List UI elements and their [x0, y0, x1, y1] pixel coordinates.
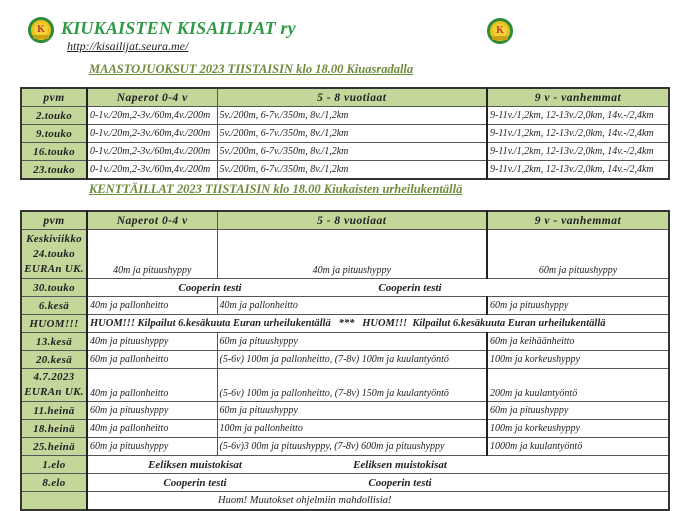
col-header-9plus: 9 v - vanhemmat: [487, 88, 669, 107]
table-row-4-7: [21, 369, 669, 402]
cell-naperot: 40m ja pallonheitto: [87, 297, 217, 315]
cell-5-8: 40m ja pituushyppy: [217, 230, 487, 279]
cell-naperot: 0-1v./20m,2-3v./60m,4v./200m: [87, 125, 217, 143]
table-row: [21, 161, 669, 180]
date-line-1: Keskiviikko: [26, 232, 82, 245]
table-row: [21, 438, 669, 456]
row-date: 1.elo: [21, 456, 87, 474]
club-logo-right-icon: [487, 18, 513, 44]
changes-note: Huom! Muutokset ohjelmiin mahdollisia!: [87, 492, 669, 511]
cell-9plus: 60m ja keihäänheitto: [487, 333, 669, 351]
col-header-naperot: Naperot 0-4 v: [87, 211, 217, 230]
club-title: KIUKAISTEN KISAILIJAT ry: [61, 18, 296, 38]
row-date: 16.touko: [21, 143, 87, 161]
cell-5-8: 60m ja pituushyppy: [217, 402, 487, 420]
row-date: 11.heinä: [21, 402, 87, 420]
event-left: Cooperin testi: [163, 476, 227, 489]
cell-naperot: 0-1v./20m,2-3v./60m,4v./200m: [87, 143, 217, 161]
cell-5-8: 5v./200m, 6-7v./350m, 8v./1,2km: [217, 161, 487, 180]
table-row: [21, 125, 669, 143]
cell-5-8: 5v./200m, 6-7v./350m, 8v./1,2km: [217, 107, 487, 125]
table-row: [21, 297, 669, 315]
cell-naperot: 40m ja pallonheitto: [87, 369, 217, 402]
cell-5-8: 5v./200m, 6-7v./350m, 8v./1,2km: [217, 125, 487, 143]
cell-naperot: 60m ja pituushyppy: [87, 402, 217, 420]
row-date: [21, 369, 87, 402]
table-row: [21, 143, 669, 161]
table-row-huom: [21, 315, 669, 333]
cell-9plus: 1000m ja kuulantyöntö: [487, 438, 669, 456]
col-header-9plus: 9 v - vanhemmat: [487, 211, 669, 230]
row-date: 2.touko: [21, 107, 87, 125]
table-row-24touko: [21, 230, 669, 279]
table-row-30touko: [21, 279, 669, 297]
cell-9plus: 9-11v./1,2km, 12-13v./2,0km, 14v.-/2,4km: [487, 161, 669, 180]
cell-naperot: 0-1v./20m,2-3v./60m,4v./200m: [87, 107, 217, 125]
row-date: 25.heinä: [21, 438, 87, 456]
cell-9plus: 200m ja kuulantyöntö: [487, 369, 669, 402]
cell-9plus: 60m ja pituushyppy: [487, 230, 669, 279]
cell-9plus: 100m ja korkeushyppy: [487, 351, 669, 369]
cell-9plus: 100m ja korkeushyppy: [487, 420, 669, 438]
table-row: [21, 333, 669, 351]
row-date: [21, 492, 87, 511]
cell-5-8: (5-6v)3 00m ja pituushyppy, (7-8v) 600m ja pituushyppy: [217, 438, 487, 456]
cell-naperot: 0-1v./20m,2-3v./60m,4v./200m: [87, 161, 217, 180]
row-date: 18.heinä: [21, 420, 87, 438]
col-header-5-8: 5 - 8 vuotiaat: [217, 211, 487, 230]
cell-9plus: 9-11v./1,2km, 12-13v./2,0km, 14v.-/2,4km: [487, 107, 669, 125]
col-header-naperot: Naperot 0-4 v: [87, 88, 217, 107]
row-date: 13.kesä: [21, 333, 87, 351]
club-logo-icon: [28, 17, 54, 43]
event-right: Cooperin testi: [368, 476, 432, 489]
table-row-note: [21, 492, 669, 511]
table-row: [21, 351, 669, 369]
date-line-1: 4.7.2023: [33, 371, 75, 383]
col-header-pvm: pvm: [21, 211, 87, 230]
row-date: 8.elo: [21, 474, 87, 492]
cell-5-8: 100m ja pallonheitto: [217, 420, 487, 438]
date-line-3: EURAn UK.: [24, 262, 84, 275]
kenttaillat-title: KENTTÄILLAT 2023 TIISTAISIN klo 18.00 Kiukaisten urheilukentällä: [89, 182, 463, 196]
cell-9plus: 60m ja pituushyppy: [487, 297, 669, 315]
cell-naperot: 40m ja pituushyppy: [87, 230, 217, 279]
row-date: 20.kesä: [21, 351, 87, 369]
row-date: [21, 230, 87, 279]
logo-letter: K: [34, 23, 48, 37]
huom-notice: HUOM!!! Kilpailut 6.kesäkuuta Euran urheilukentällä *** HUOM!!! Kilpailut 6.kesäkuuta Euran urheilukentällä: [87, 315, 669, 333]
table-header-row: [21, 211, 669, 230]
table-row: [21, 402, 669, 420]
cell-naperot: 60m ja pallonheitto: [87, 351, 217, 369]
cell-9plus: 60m ja pituushyppy: [487, 402, 669, 420]
cell-naperot: 40m ja pallonheitto: [87, 420, 217, 438]
table-header-row: [21, 88, 669, 107]
kenttaillat-table: [20, 210, 670, 511]
date-line-2: EURAn UK.: [24, 386, 84, 398]
table-row-8elo: [21, 474, 669, 492]
cell-naperot: 40m ja pituushyppy: [87, 333, 217, 351]
date-line-2: 24.touko: [33, 247, 75, 260]
cell-5-8: 60m ja pituushyppy: [217, 333, 487, 351]
merged-cell: [87, 279, 669, 297]
row-date: 9.touko: [21, 125, 87, 143]
cell-5-8: (5-6v) 100m ja pallonheitto, (7-8v) 150m ja kuulantyöntö: [217, 369, 487, 402]
event-left: Cooperin testi: [178, 281, 242, 294]
merged-cell: [87, 474, 669, 492]
row-date: 23.touko: [21, 161, 87, 180]
row-date: HUOM!!!: [21, 315, 87, 333]
club-url-link[interactable]: http://kisailijat.seura.me/: [67, 39, 189, 53]
event-left: Eeliksen muistokisat: [148, 458, 242, 471]
table-row-1elo: [21, 456, 669, 474]
maastojuoksut-title: MAASTOJUOKSUT 2023 TIISTAISIN klo 18.00 Kiuasradalla: [89, 62, 414, 76]
row-date: 6.kesä: [21, 297, 87, 315]
row-date: 30.touko: [21, 279, 87, 297]
cell-5-8: 5v./200m, 6-7v./350m, 8v./1,2km: [217, 143, 487, 161]
cell-naperot: 60m ja pituushyppy: [87, 438, 217, 456]
logo-letter-right: K: [493, 24, 507, 38]
table-row: [21, 420, 669, 438]
event-right: Eeliksen muistokisat: [353, 458, 447, 471]
cell-9plus: 9-11v./1,2km, 12-13v./2,0km, 14v.-/2,4km: [487, 125, 669, 143]
col-header-5-8: 5 - 8 vuotiaat: [217, 88, 487, 107]
merged-cell: [87, 456, 669, 474]
maastojuoksut-table: [20, 87, 670, 180]
cell-5-8: (5-6v) 100m ja pallonheitto, (7-8v) 100m ja kuulantyöntö: [217, 351, 487, 369]
cell-5-8: 40m ja pallonheitto: [217, 297, 487, 315]
cell-9plus: 9-11v./1,2km, 12-13v./2,0km, 14v.-/2,4km: [487, 143, 669, 161]
table-row: [21, 107, 669, 125]
event-right: Cooperin testi: [378, 281, 442, 294]
col-header-pvm: pvm: [21, 88, 87, 107]
